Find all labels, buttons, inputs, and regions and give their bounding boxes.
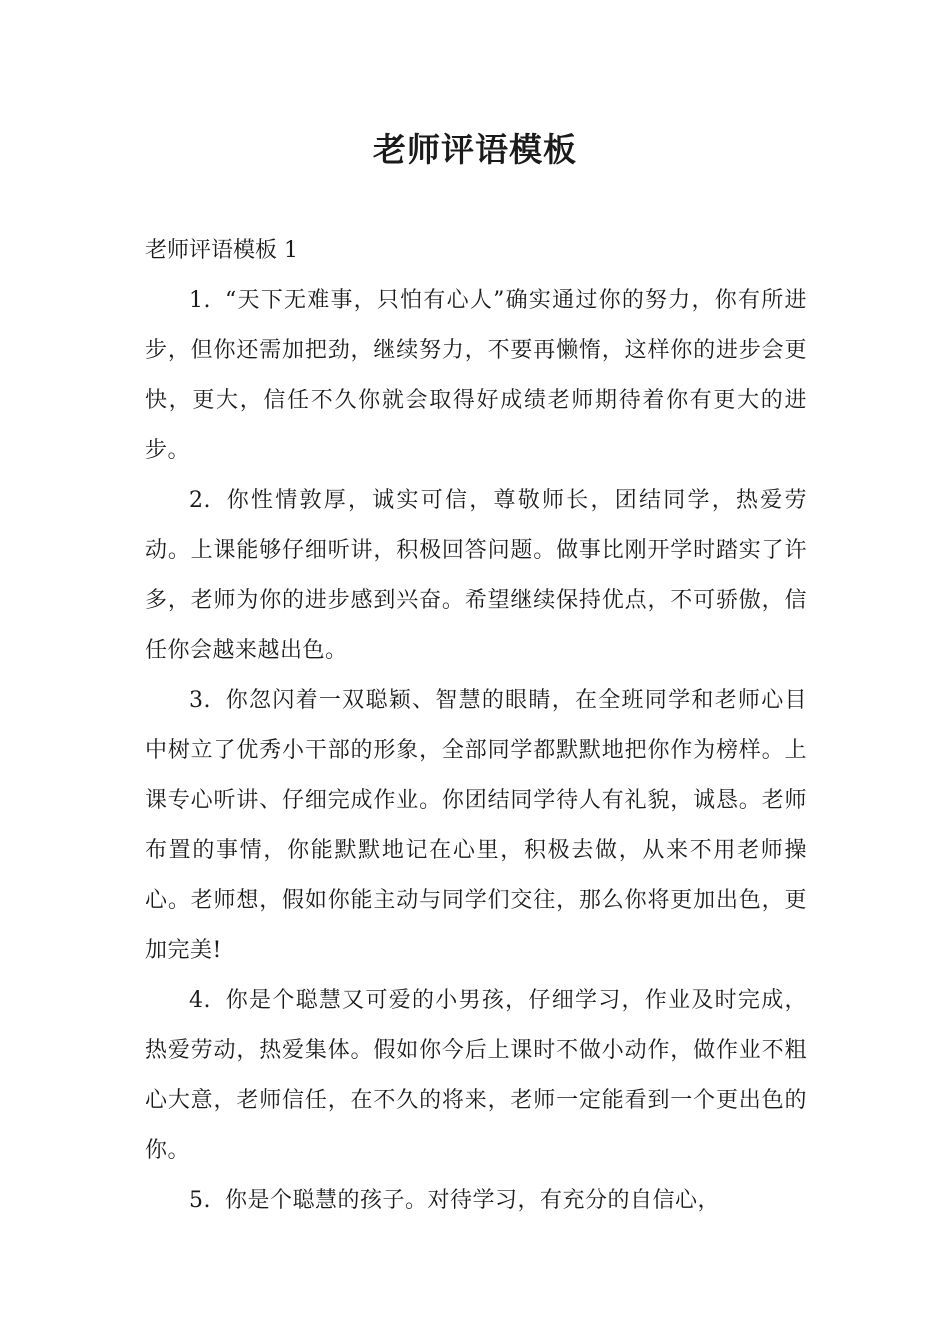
paragraph-text: 你忽闪着一双聪颖、智慧的眼睛，在全班同学和老师心目中树立了优秀小干部的形象，全部同学都默默地把你作为榜样。上课专心听讲、仔细完成作业。你团结同学待人有礼貌，诚恳。老师布置的事情，你能默默地记在心里，积极去做，从来不用老师操心。老师想，假如你能主动与同学们交往，那么你将更加出色，更加完美! (145, 688, 807, 963)
paragraph-number: 4. (189, 988, 211, 1013)
paragraph-text: 你是个聪慧的孩子。对待学习，有充分的自信心， (225, 1188, 721, 1213)
comment-paragraph-3 (145, 676, 807, 976)
document-body (145, 226, 807, 1226)
comment-paragraph-2 (145, 476, 807, 676)
paragraph-text: “天下无难事，只怕有心人”确实通过你的努力，你有所进步，但你还需加把劲，继续努力，不要再懒惰，这样你的进步会更快，更大，信任不久你就会取得好成绩老师期待着你有更大的进步。 (145, 288, 807, 463)
document-title: 老师评语模板 (373, 130, 577, 169)
paragraph-number: 3. (189, 688, 211, 713)
paragraph-number: 5. (189, 1188, 211, 1213)
paragraph-number: 2. (189, 488, 211, 513)
paragraph-text: 你是个聪慧又可爱的小男孩，仔细学习，作业及时完成，热爱劳动，热爱集体。假如你今后上课时不做小动作，做作业不粗心大意，老师信任，在不久的将来，老师一定能看到一个更出色的你。 (145, 988, 807, 1163)
section-heading: 老师评语模板 1 (145, 238, 298, 263)
paragraph-text: 你性情敦厚，诚实可信，尊敬师长，团结同学，热爱劳动。上课能够仔细听讲，积极回答问题。做事比刚开学时踏实了许多，老师为你的进步感到兴奋。希望继续保持优点，不可骄傲，信任你会越来越出色。 (145, 488, 807, 663)
comment-paragraph-4 (145, 976, 807, 1176)
paragraph-number: 1. (189, 288, 211, 313)
comment-paragraph-1 (145, 276, 807, 476)
comment-paragraph-5 (145, 1176, 807, 1226)
